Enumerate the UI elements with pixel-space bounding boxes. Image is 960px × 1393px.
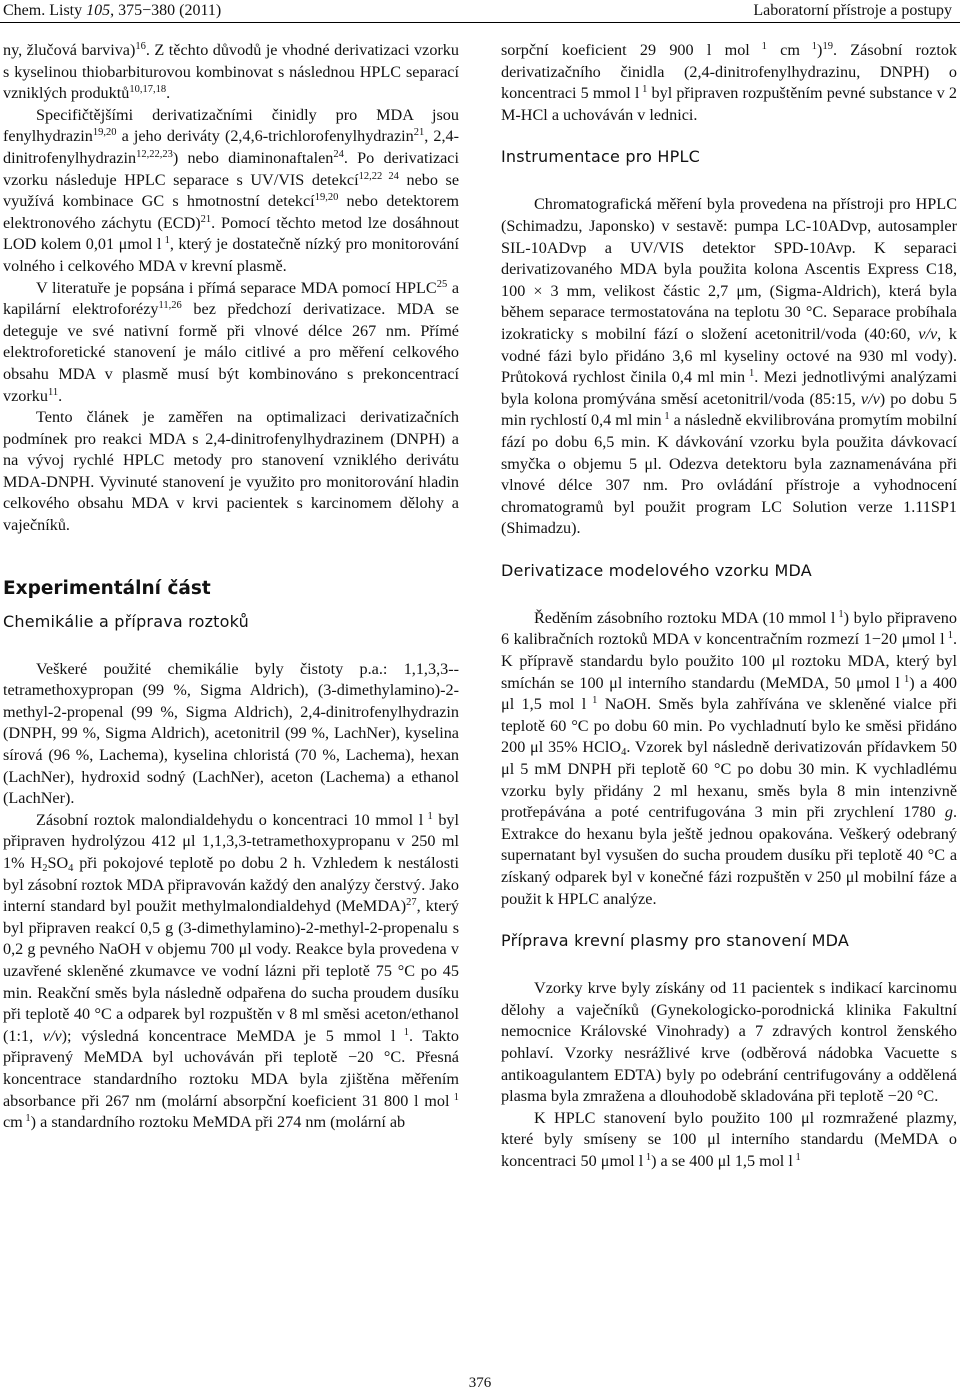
- running-head: [0, 0, 960, 23]
- paragraph-derivatization-model: Ředěním zásobního roztoku MDA (10 mmol l $^1$) bylo připraveno 6 kalibračních roztoků MDA v koncentračním rozmezí 1−20 μmol l $^1$. K přípravě standardu bylo použito 100 μl roztoku MDA, který byl smíchán se 100 μl interního standardu (MeMDA, 50 μmol l $^1$) a 400 μl 1,5 mol l $^1$ NaOH. Směs byla zahřívána ve skleněné vialce při teplotě 60 °C po dobu 60 min. Po vychladnutí bylo ke směsi přidáno 200 μl 35% HClO$_4$. Vzorek byl následně derivatizován přídavkem 50 μl 5 mM DNPH při teplotě 60 °C po dobu 30 min. K vychladlému vzorku byly přidány 2 ml hexanu, směs byla 8 min intenzivně protřepávána a poté centrifugována 3 min při zrychlení 1780 g. Extrakce do hexanu byla ještě jednou opakována. Veškerý odebraný supernatant byl vysušen do sucha proudem dusíku při teplotě 40 °C a získaný odparek byl v konečné fázi rozpuštěn v 250 μl mobilní fáze a použit k HPLC analýze.: [501, 608, 958, 908]
- paragraph-chemicals: Veškeré použité chemikálie byly čistoty p.a.: 1,1,3,3-tetramethoxypropan (99 %, Sigma Aldrich), (3-dimethylamino)-2-methyl-2-propenal (99 %, Sigma Aldrich), 2,4-dinitrofenylhydrazin (DNPH, 99 %, Sigma Aldrich), acetonitril (99 %, LachNer), kyselina sírová (96 %, Lachema), kyselina chloristá (70 %, Lachema), hexan (LachNer), hydroxid sodný (LachNer), aceton (Lachema) a ethanol (LachNer).: [3, 659, 459, 808]
- paragraph-article-aim: Tento článek je zaměřen na optimalizaci derivatizačních podmínek pro reakci MDA s 2,4-dinitrofenylhydrazinem (DNPH) a na vývoj rychlé HPLC metody pro stanovení vzniklého derivátu MDA-DNPH. Vyvinuté stanovení je využito pro monitorování hladin celkového obsahu MDA v krvi pacientek s karcinomem dělohy a vaječníků.: [3, 408, 459, 535]
- right-column: [501, 40, 957, 1173]
- subsection-title-derivatization: Derivatizace modelového vzorku MDA: [501, 560, 812, 580]
- paragraph-direct-separation: V literatuře je popsána i přímá separace MDA pomocí HPLC$^{25}$ a kapilární elektroforézy$^{11,26}$ bez předchozí derivatizace. MDA se deteguje ve své nativní formě při vlnové délce 267 nm. Přímé elektroforetické stanovení je málo citlivé a pro měření celkového obsahu MDA v plasmě musí být kombinováno s prekoncentrací vzorku$^{11}$.: [3, 278, 460, 405]
- paragraph-blood-samples: Vzorky krve byly získány od 11 pacientek s indikací karcinomu dělohy a vaječníků (Gynekologicko-porodnická klinika Fakultní nemocnice Královské Vinohrady) a 7 zdravých kontrol ženského pohlaví. Vzorky nesrážlivé krve (odběrová nádobka Vacuette s antikoagulantem EDTA) byly po odebrání centrifugovány a oddělená plasma byla zmražena a dlouhodobě skladována při teplotě −20 °C.: [501, 979, 957, 1106]
- subsection-title-hplc: Instrumentace pro HPLC: [501, 147, 700, 167]
- paragraph-reagent-continued: sorpční koeficient 29 900 l mol $^1$ cm $^1$)$^{19}$. Zásobní roztok derivatizačního činidla (2,4-dinitrofenylhydrazinu, DNPH) o koncentraci 5 mmol l $^1$ byl připraven rozpuštěním pevné substance v 2 M-HCl a uchováván v lednici.: [501, 41, 958, 124]
- left-column: [3, 40, 459, 1134]
- section-title-experimental: Experimentální část: [3, 577, 211, 599]
- journal-citation: Chem. Listy 105, 375−380 (2011): [3, 2, 222, 19]
- paragraph-stock-solution: Zásobní roztok malondialdehydu o koncentraci 10 mmol l $^1$ byl připraven hydrolýzou 412 μl 1,1,3,3-tetramethoxypropanu v 250 ml 1% $H_2SO_4$ při pokojové teplotě po dobu 2 h. Vzhledem k nestálosti byl zásobní roztok MDA připravován každý den analýzy čerstvý. Jako interní standard byl použit methylmalondialdehyd (MeMDA)$^{27}$, který byl připraven reakcí 0,5 g (3-dimethylamino)-2-methyl-2-propenalu s 0,2 g pevného NaOH v objemu 700 μl vody. Reakce byla provedena v uzavřené skleněné zkumavce ve vodní lázni při teplotě 75 °C po 45 min. Reakční směs byla následně odpařena do sucha proudem dusíku při teplotě 40 °C a odparek byl rozpuštěn v 8 ml směsi aceton/ethanol (1:1, v/v); výsledná koncentrace MeMDA je 5 mmol l $^1$. Takto připravený MeMDA byl uchováván při teplotě −20 °C. Přesná koncentrace standardního roztoku MDA byla zjištěna měřením absorbance při 267 nm (molární absorpční koeficient 31 800 l mol $^1$ cm $^1$) a standardního roztoku MeMDA při 274 nm (molární ab: [3, 810, 460, 1132]
- subsection-title-plasma: Příprava krevní plasmy pro stanovení MDA: [501, 931, 850, 951]
- paragraph-hplc-instrumentation: Chromatografická měření byla provedena na přístroji pro HPLC (Schimadzu, Japonsko) v sestavě: pumpa LC-10ADvp, autosampler SIL-10ADvp a UV/VIS detektor SPD-10Avp. K separaci derivatizovaného MDA byla použita kolona Ascentis Express C18, 100 × 3 mm, velikost částic 2,7 μm, (Sigma-Aldrich), která byla během separace termostatována na teplotu 30 °C. Separace probíhala izokraticky s mobilní fází o složení acetonitril/voda (40:60, v/v, k vodné fázi bylo přidáno 3,6 ml kyseliny octové na 930 ml vody). Průtoková rychlost činila 0,4 ml min $^1$. Mezi jednotlivými analýzami byla kolona promývána směsí acetonitril/voda (85:15, v/v) po dobu 5 min rychlostí 0,4 ml min $^1$ a následně ekvilibrována promytím mobilní fází po dobu 6,5 min. K dávkování vzorku byla použita dávkovací smyčka o objemu 5 μl. Odezva detektoru byla zaznamenávána při vlnové délce 307 nm. Pro ovládání přístroje a vyhodnocení chromatogramů byl použit program LC Solution verze 1.11SP1 (Shimadzu).: [501, 195, 958, 538]
- journal-section: Laboratorní přístroje a postupy: [753, 2, 952, 19]
- paragraph-plasma-hplc: K HPLC stanovení bylo použito 100 μl rozmražené plazmy, které byly smíseny se 100 μl interního standardu (MeMDA o koncentraci 50 μmol l $^1$) a se 400 μl 1,5 mol l $^1$: [501, 1108, 957, 1170]
- subsection-title-chemicals: Chemikálie a příprava roztoků: [3, 611, 249, 631]
- page-number: 376: [468, 1375, 492, 1391]
- paragraph-derivatization-agents: Specifičtějšími derivatizačními činidly pro MDA jsou fenylhydrazin$^{19,20}$ a jeho deriváty (2,4,6-trichlorofenylhydrazin$^{21}$, 2,4-dinitrofenylhydrazin$^{12,22,23}$) nebo diaminonaftalen$^{24}$. Po derivatizaci vzorku následuje HPLC separace s UV/VIS detekcí$^{12,22 24}$ nebo se využívá kombinace GC s hmotnostní detekcí$^{19,20}$ nebo detektorem elektronového záchytu (ECD)$^{21}$. Pomocí těchto metod lze dosáhnout LOD kolem 0,01 μmol l $^1$, který je dostatečně nízký pro monitorování volného i celkového MDA v krevní plasmě.: [3, 105, 460, 275]
- paragraph-intro-continued: ny, žlučová barviva)$^{16}$. Z těchto důvodů je vhodné derivatizaci vzorku s kyselinou thiobarbiturovou kombinovat s následnou HPLC separací vzniklých produktů$^{10,17,18}$.: [3, 41, 459, 103]
